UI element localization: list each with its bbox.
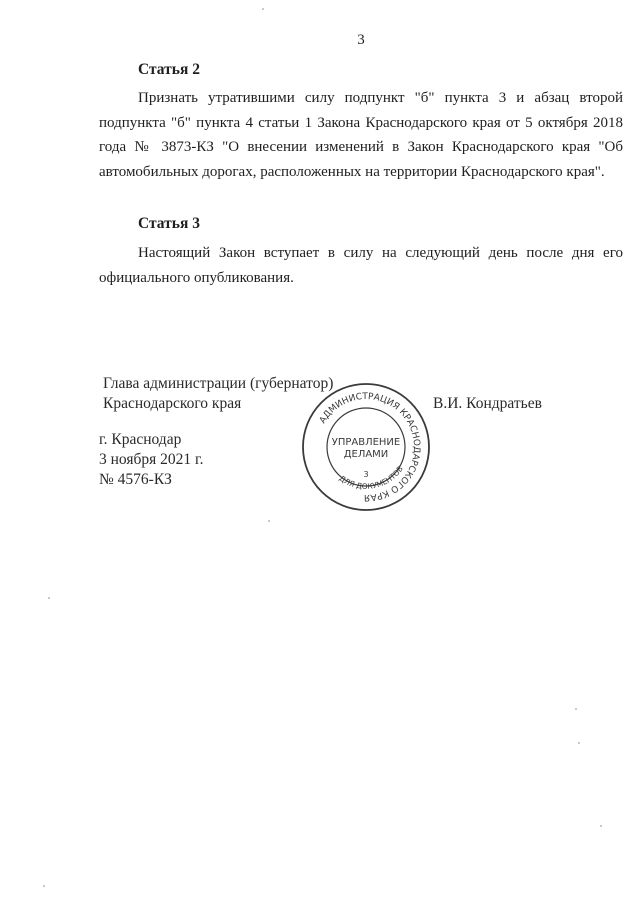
signatory-title-line1: Глава администрации (губернатор) (103, 375, 334, 392)
article-3-text: Настоящий Закон вступает в силу на следующий день после дня его официального опубликования. (99, 245, 623, 286)
seal-center-line2: ДЕЛАМИ (343, 449, 389, 460)
seal-outer-text: АДМИНИСТРАЦИЯ КРАСНОДАРСКОГО КРАЯ (317, 391, 422, 503)
scan-speck (575, 708, 577, 710)
signatory-title-line2: Краснодарского края (103, 395, 242, 412)
seal-center-line1: УПРАВЛЕНИЕ (331, 437, 401, 448)
seal-bottom-text: ДЛЯ ДОКУМЕНТОВ (337, 464, 405, 491)
scan-speck (268, 520, 270, 522)
signing-date: 3 ноября 2021 г. (99, 451, 204, 468)
scan-speck (578, 742, 580, 744)
article-2-text: Признать утратившими силу подпункт "б" пункта 3 и абзац второй подпункта "б" пункта 4 статьи 1 Закона Краснодарского края от 5 октября 2018 года № 3873-КЗ "О внесении изменений в Закон Краснодарского края "Об автомобильных дорогах, расположенных на территории Краснодарского края". (99, 90, 623, 180)
official-seal-stamp (300, 381, 432, 513)
page-number: 3 (357, 32, 365, 48)
seal-center-number: 3 (363, 470, 369, 479)
article-3-heading: Статья 3 (138, 215, 200, 232)
article-2-heading: Статья 2 (138, 61, 200, 78)
signatory-name: В.И. Кондратьев (433, 395, 542, 412)
scan-speck (43, 885, 45, 887)
place-of-signing: г. Краснодар (99, 431, 182, 448)
scan-speck (600, 825, 602, 827)
scan-speck (262, 8, 264, 10)
scan-speck (48, 597, 50, 599)
law-number: № 4576-КЗ (99, 471, 172, 488)
